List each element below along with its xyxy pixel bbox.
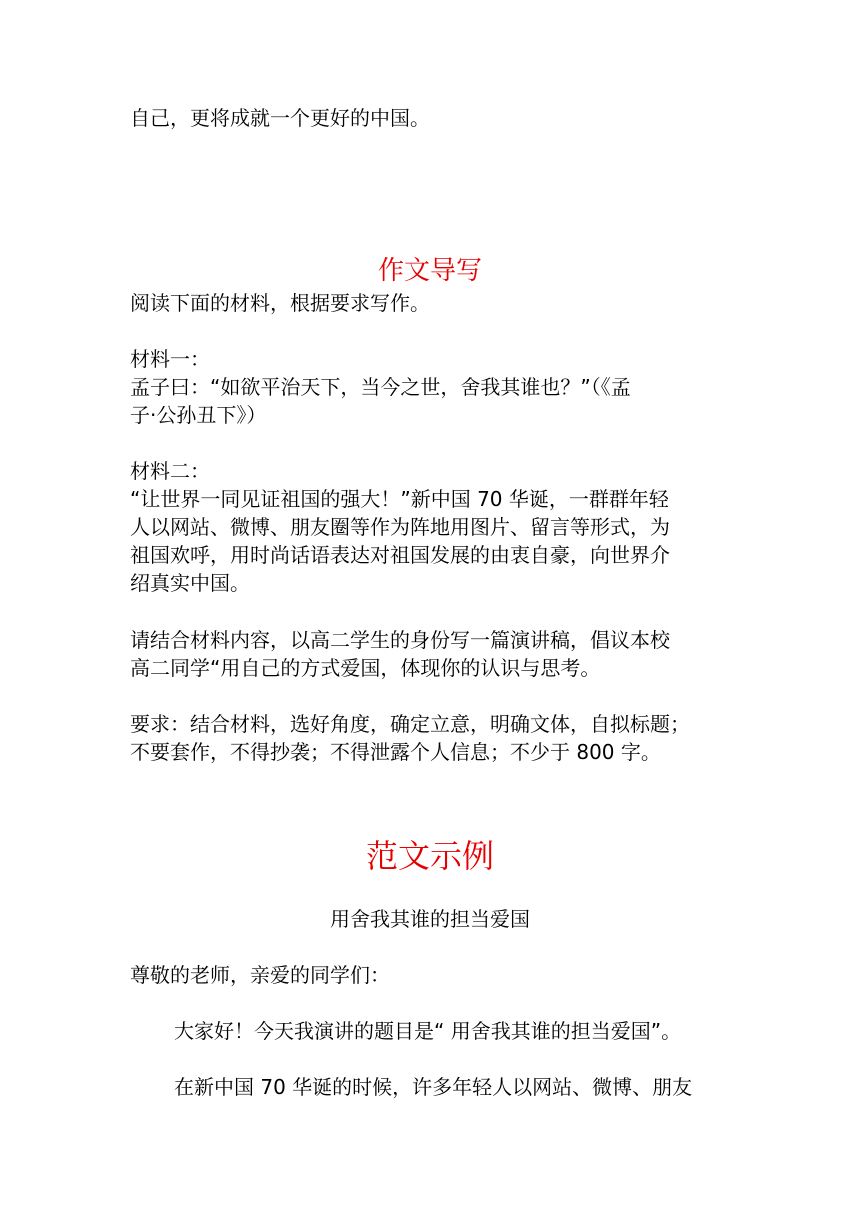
task-line: 高二同学“用自己的方式爱国，体现你的认识与思考。 (130, 656, 601, 680)
material2-line: 绍真实中国。 (130, 571, 250, 595)
material2-line: 人以网站、微博、朋友圈等作为阵地用图片、留言等形式，为 (130, 515, 670, 539)
task-line: 请结合材料内容，以高二学生的身份写一篇演讲稿，倡议本校 (130, 628, 670, 652)
essay-paragraph: 大家好！今天我演讲的题目是“ 用舍我其谁的担当爱国”。 (174, 1019, 682, 1043)
material1-line: 孟子曰：“如欲平治天下，当今之世，舍我其谁也？”（《孟 (130, 375, 631, 399)
guide-intro: 阅读下面的材料，根据要求写作。 (130, 291, 430, 315)
material2-line: “让世界一同见证祖国的强大！”新中国 70 华诞，一群群年轻 (130, 487, 669, 511)
sample-heading: 范文示例 (365, 837, 494, 875)
material2-line: 祖国欢呼，用时尚话语表达对祖国发展的由衷自豪，向世界介 (130, 543, 670, 567)
material1-label: 材料一： (130, 347, 210, 371)
essay-paragraph: 在新中国 70 华诞的时候，许多年轻人以网站、微博、朋友 (174, 1075, 693, 1099)
essay-salutation: 尊敬的老师，亲爱的同学们： (130, 963, 390, 987)
essay-title: 用舍我其谁的担当爱国 (330, 907, 530, 931)
continued-text-line: 自己，更将成就一个更好的中国。 (130, 106, 430, 130)
requirement-line: 不要套作，不得抄袭；不得泄露个人信息；不少于 800 字。 (130, 740, 661, 764)
requirement-line: 要求：结合材料，选好角度，确定立意，明确文体，自拟标题； (130, 712, 690, 736)
guide-heading: 作文导写 (377, 256, 482, 286)
material1-line: 子·公孙丑下》） (130, 403, 267, 427)
material2-label: 材料二： (130, 459, 210, 483)
